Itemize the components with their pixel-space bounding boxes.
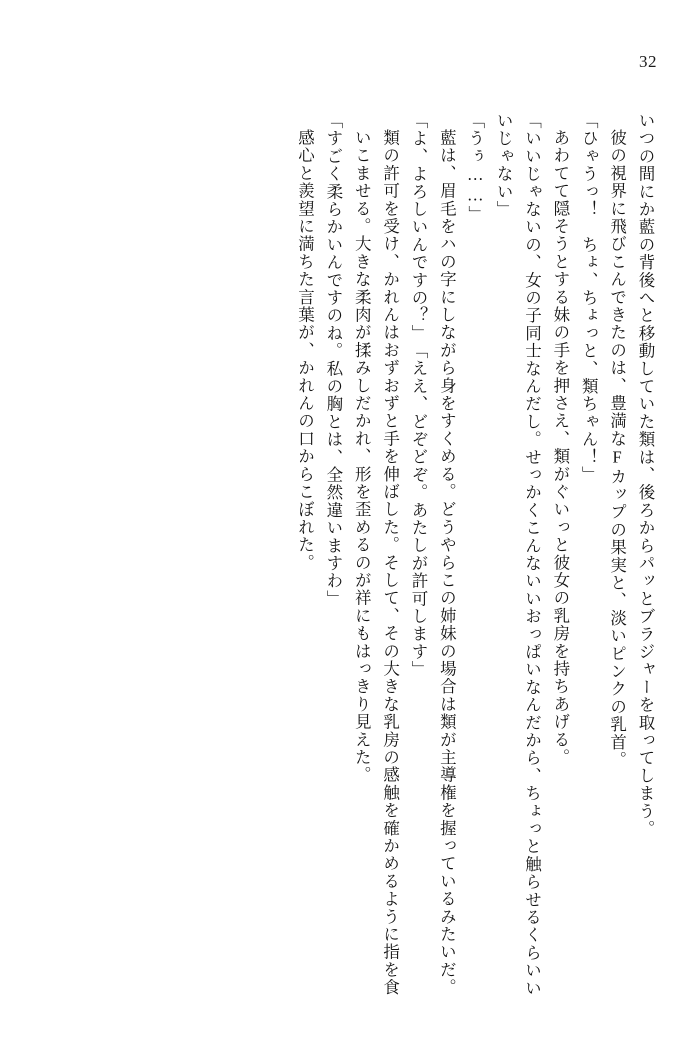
paragraph: あわてて隠そうとする妹の手を押さえ、類がぐいっと彼女の乳房を持ちあげる。	[550, 129, 570, 767]
paragraph: 彼の視界に飛びこんできたのは、豊満なFカップの果実と、淡いピンクの乳首。	[607, 129, 627, 769]
page-number: 32	[639, 52, 657, 71]
paragraph: 「ひゃうっ！ ちょ、ちょっと、類ちゃん！」	[579, 112, 599, 484]
paragraph: いつの間にか藍の背後へと移動していた類は、後ろからパッとブラジャーを取ってしまう。	[636, 112, 655, 838]
paragraph: 感心と羨望に満ちた言葉が、かれんの口からこぼれた。	[295, 129, 315, 572]
page-body-text	[52, 112, 659, 1002]
paragraph: 「うぅ……」	[465, 112, 485, 224]
paragraph: 類の許可を受け、かれんはおずおずと手を伸ばした。そして、その大きな乳房の感触を確かめるように指を食いこませる。大きな柔肉が揉みしだかれ、形を歪めるのが祥にもはっきり見えた。	[352, 129, 400, 997]
paragraph: 「よ、よろしいんですの？」	[409, 112, 428, 343]
paragraph: 「ええ、どぞどぞ。あたしが許可します」	[409, 342, 428, 679]
paragraph: 「いいじゃないの、女の子同士なんだし。せっかくこんないいおっぱいなんだから、ちょっと触らせるくらいいいじゃない」	[494, 112, 542, 997]
paragraph: 藍は、眉毛をハの字にしながら身をすくめる。どうやらこの姉妹の場合は類が主導権を握っているみたいだ。	[437, 129, 457, 997]
paragraph: 「すごく柔らかいんですのね。私の胸とは、全然違いますわ」	[323, 112, 343, 608]
